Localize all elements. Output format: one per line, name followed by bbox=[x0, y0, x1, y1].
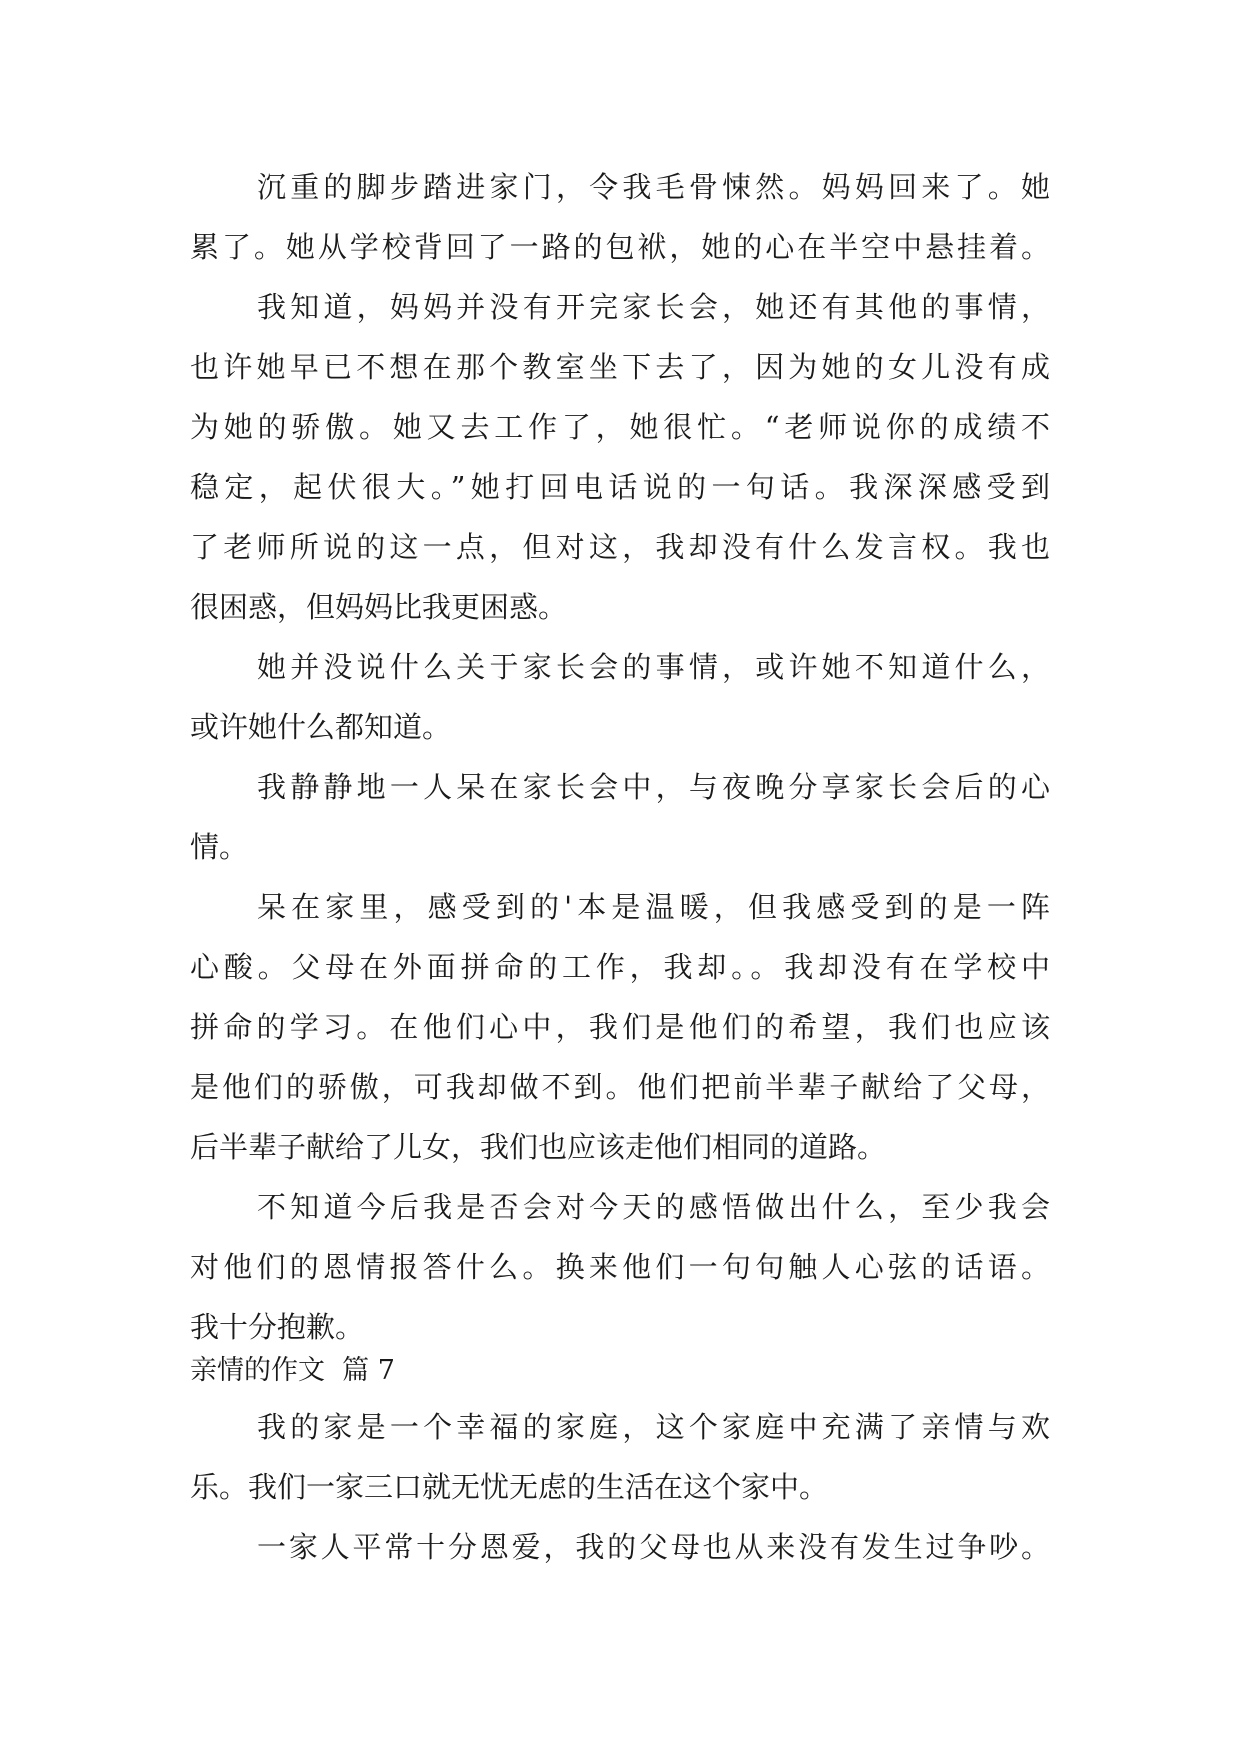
paragraph-5-line-5: 后半辈子献给了儿女，我们也应该走他们相同的道路。 bbox=[190, 1130, 887, 1164]
paragraph-5-line-1: 呆在家里，感受到的'本是温暖，但我感受到的是一阵 bbox=[257, 890, 1050, 924]
paragraph-7-line-1: 我的家是一个幸福的家庭，这个家庭中充满了亲情与欢 bbox=[257, 1410, 1050, 1444]
paragraph-5-line-2: 心酸。父母在外面拼命的工作，我却。。我却没有在学校中 bbox=[190, 950, 1050, 984]
paragraph-5-line-4: 是他们的骄傲，可我却做不到。他们把前半辈子献给了父母， bbox=[190, 1070, 1050, 1104]
section-heading: 亲情的作文 篇 7 bbox=[190, 1355, 395, 1386]
paragraph-6-line-3: 我十分抱歉。 bbox=[190, 1310, 365, 1344]
paragraph-8-line-1: 一家人平常十分恩爱，我的父母也从来没有发生过争吵。 bbox=[257, 1530, 1050, 1564]
paragraph-1-line-2: 累了。她从学校背回了一路的包袱，她的心在半空中悬挂着。 bbox=[190, 230, 1050, 264]
paragraph-3-line-1: 她并没说什么关于家长会的事情，或许她不知道什么， bbox=[257, 650, 1050, 684]
paragraph-1-line-1: 沉重的脚步踏进家门，令我毛骨悚然。妈妈回来了。她 bbox=[257, 170, 1050, 204]
paragraph-2-line-3: 为她的骄傲。她又去工作了，她很忙。“老师说你的成绩不 bbox=[190, 410, 1050, 444]
paragraph-2-line-6: 很困惑，但妈妈比我更困惑。 bbox=[190, 590, 568, 624]
paragraph-7-line-2: 乐。我们一家三口就无忧无虑的生活在这个家中。 bbox=[190, 1470, 829, 1504]
paragraph-4-line-1: 我静静地一人呆在家长会中，与夜晚分享家长会后的心 bbox=[257, 770, 1050, 804]
paragraph-2-line-2: 也许她早已不想在那个教室坐下去了，因为她的女儿没有成 bbox=[190, 350, 1050, 384]
paragraph-3-line-2: 或许她什么都知道。 bbox=[190, 710, 452, 744]
paragraph-5-line-3: 拼命的学习。在他们心中，我们是他们的希望，我们也应该 bbox=[190, 1010, 1050, 1044]
paragraph-6-line-1: 不知道今后我是否会对今天的感悟做出什么，至少我会 bbox=[257, 1190, 1050, 1224]
paragraph-4-line-2: 情。 bbox=[190, 830, 249, 864]
paragraph-2-line-5: 了老师所说的这一点，但对这，我却没有什么发言权。我也 bbox=[190, 530, 1050, 564]
paragraph-2-line-1: 我知道，妈妈并没有开完家长会，她还有其他的事情， bbox=[257, 290, 1050, 324]
paragraph-2-line-4: 稳定，起伏很大。”她打回电话说的一句话。我深深感受到 bbox=[190, 470, 1050, 504]
paragraph-6-line-2: 对他们的恩情报答什么。换来他们一句句触人心弦的话语。 bbox=[190, 1250, 1050, 1284]
